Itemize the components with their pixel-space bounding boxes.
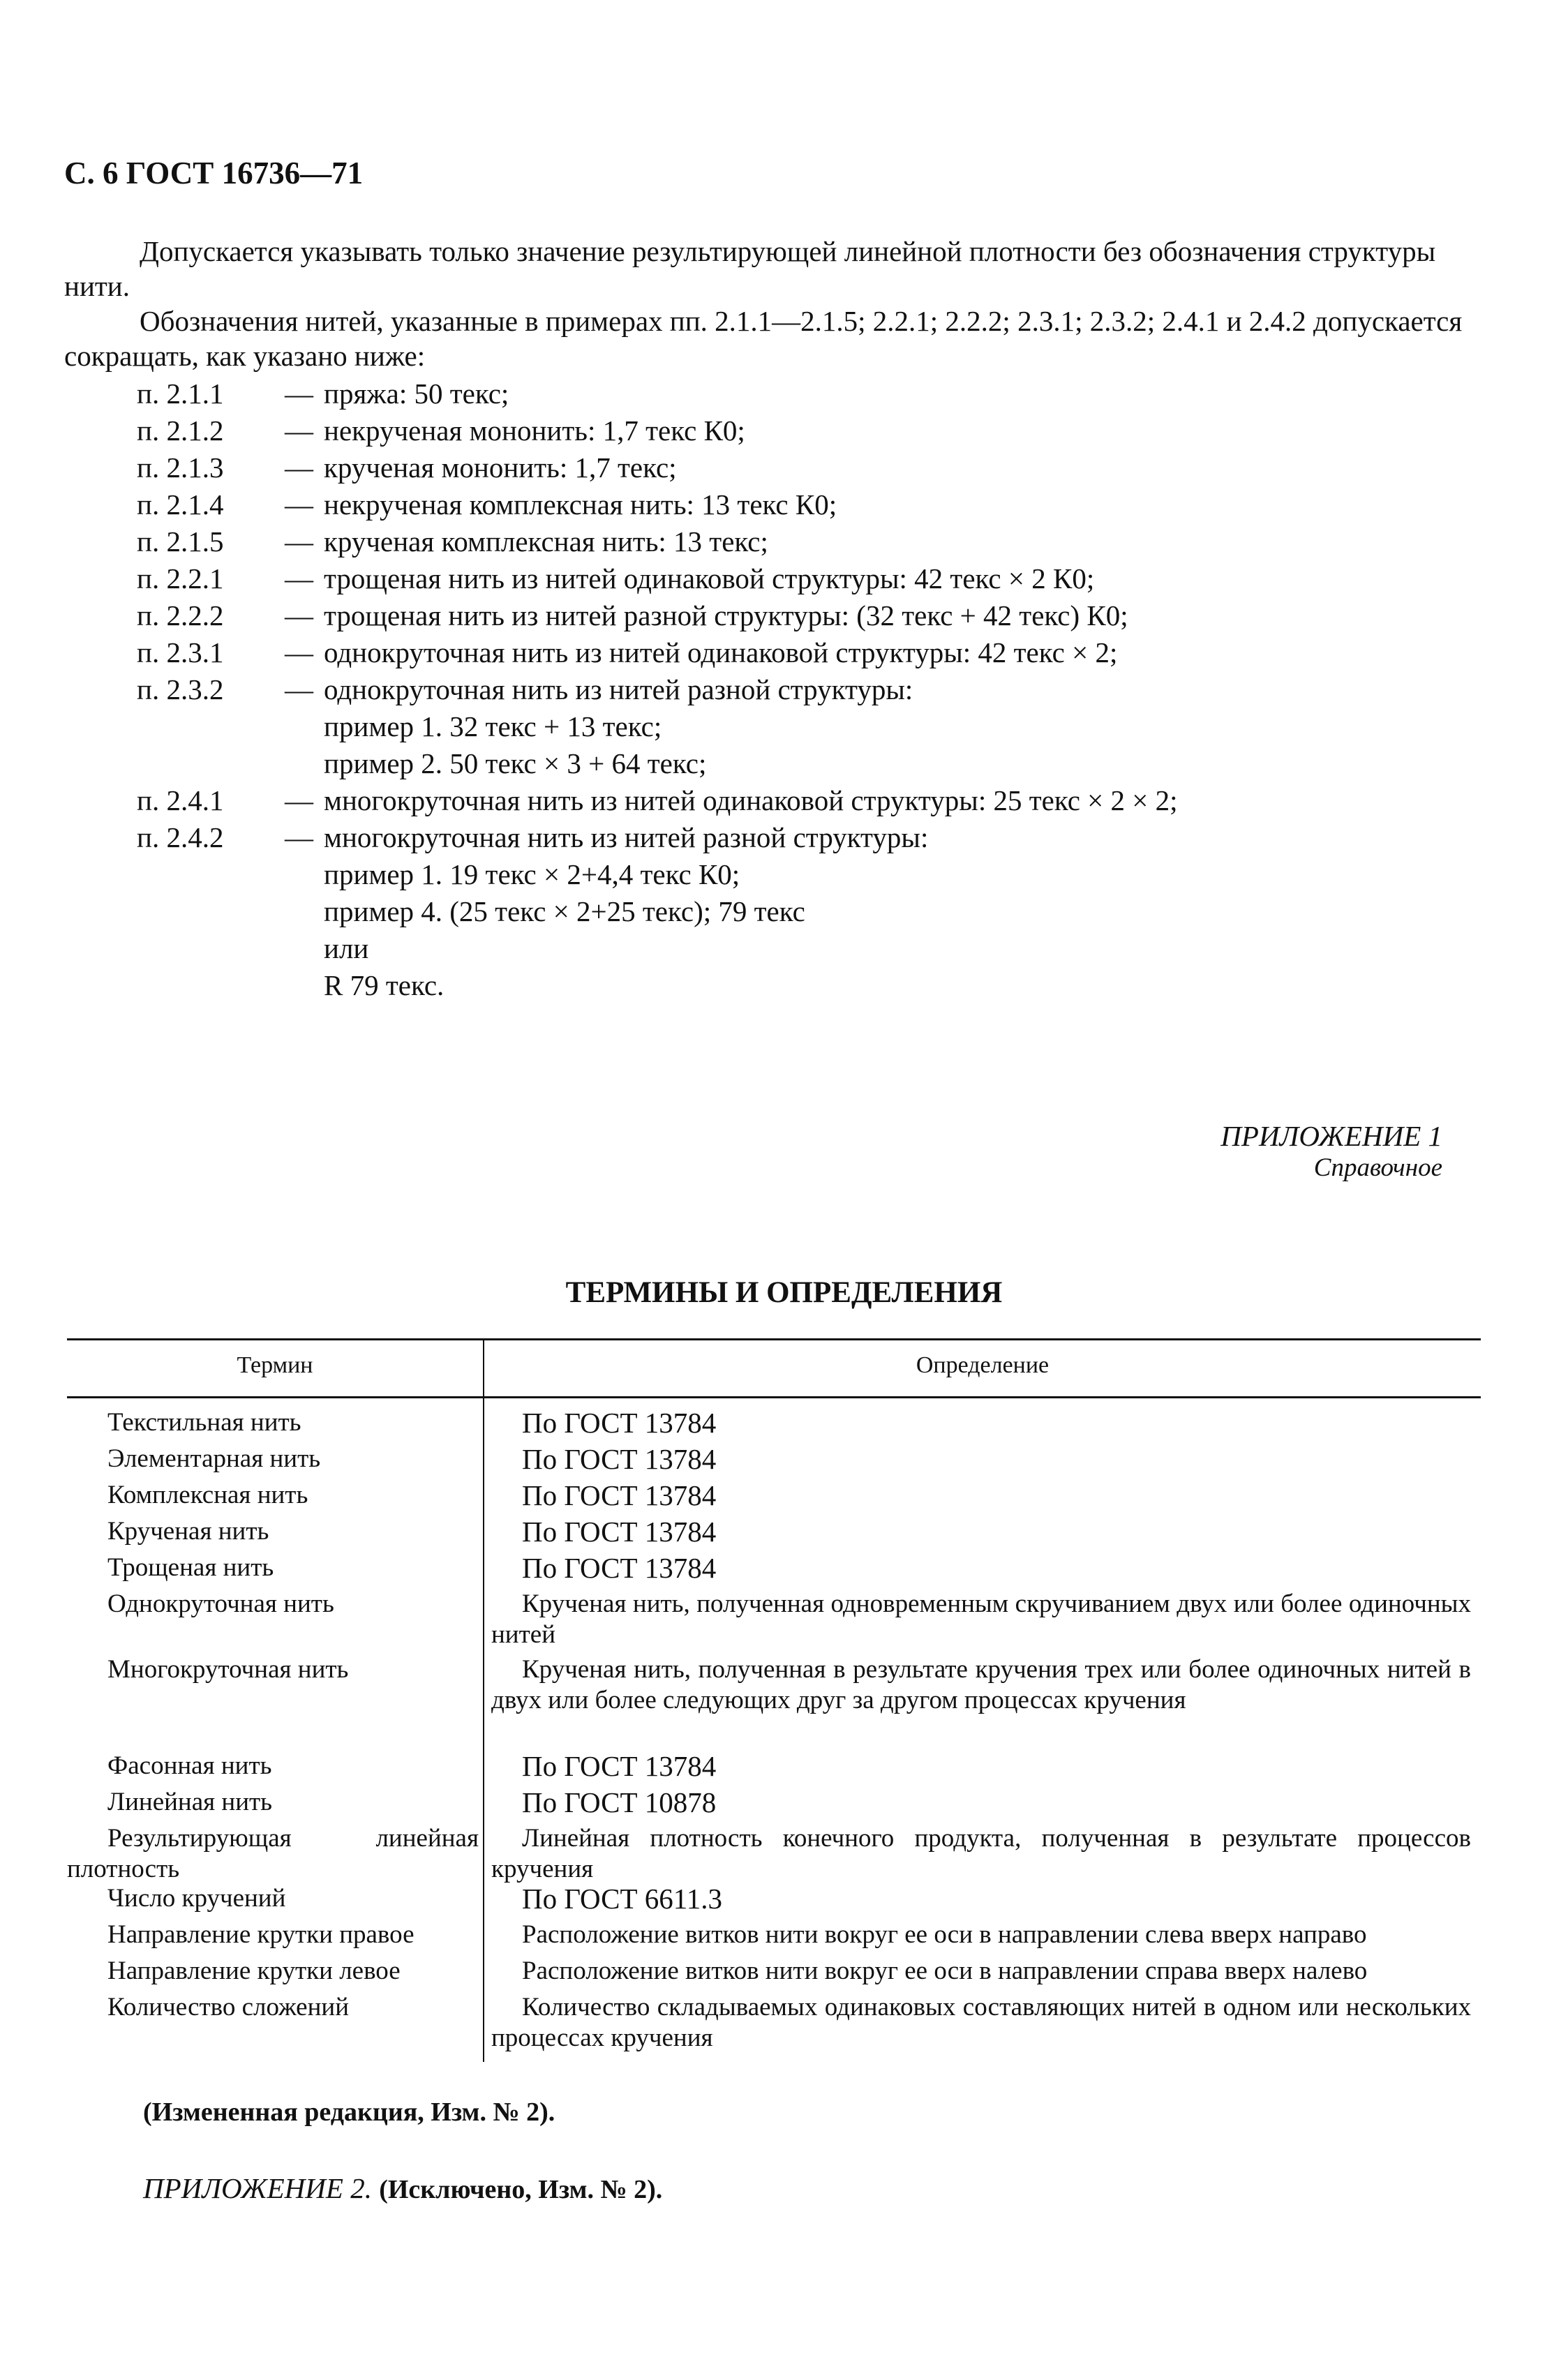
example-line: R 79 текс. — [324, 969, 445, 1001]
item-ref: п. 2.2.1 — [137, 562, 224, 594]
term-cell: Направление крутки правое — [107, 1920, 415, 1949]
appendix-1-label — [1220, 1120, 1442, 1184]
term-cell: Комплексная нить — [107, 1481, 308, 1509]
item-text: однокруточная нить из нитей одинаковой структуры: 42 текс × 2; — [324, 636, 1118, 668]
item-dash: — — [285, 784, 313, 816]
item-ref: п. 2.4.2 — [137, 821, 224, 853]
header-definition: Определение — [916, 1352, 1050, 1378]
item-ref: п. 2.1.3 — [137, 451, 224, 484]
table-header-rule — [67, 1396, 1481, 1398]
term-cell: Число кручений — [107, 1884, 286, 1913]
list-item — [137, 488, 1463, 525]
definition-cell: Крученая нить, полученная в результате кручения трех или более одиночных нитей в двух или более следующих друг за другом процессах кручения — [491, 1655, 1471, 1714]
list-item — [137, 451, 1463, 488]
item-ref: п. 2.1.1 — [137, 377, 224, 410]
item-text: многокруточная нить из нитей разной структуры: — [324, 821, 929, 853]
item-text: многокруточная нить из нитей одинаковой структуры: 25 текс × 2 × 2; — [324, 784, 1178, 816]
definition-cell: Крученая нить, полученная одновременным скручиванием двух или более одиночных нитей — [491, 1590, 1471, 1649]
item-text: крученая комплексная нить: 13 текс; — [324, 525, 768, 558]
definition-cell: По ГОСТ 13784 — [522, 1443, 717, 1475]
page-header: С. 6 ГОСТ 16736—71 — [64, 156, 364, 190]
item-text: некрученая комплексная нить: 13 текс К0; — [324, 488, 837, 521]
list-item — [137, 562, 1463, 599]
table-column-divider — [483, 1338, 484, 2062]
item-text: однокруточная нить из нитей разной структуры: — [324, 673, 913, 705]
term-cell: Трощеная нить — [107, 1553, 274, 1582]
item-dash: — — [285, 451, 313, 484]
item-ref: п. 2.3.2 — [137, 673, 224, 705]
item-dash: — — [285, 599, 313, 631]
term-cell: Крученая нить — [107, 1517, 269, 1546]
list-item — [137, 821, 1463, 858]
term-cell: Элементарная нить — [107, 1444, 321, 1473]
list-item — [137, 636, 1463, 673]
definition-cell: По ГОСТ 13784 — [522, 1552, 717, 1584]
item-ref: п. 2.3.1 — [137, 636, 224, 668]
list-item — [137, 525, 1463, 562]
term-cell: Результирующая линейная плотность — [67, 1824, 479, 1883]
list-item — [137, 673, 1463, 710]
appendix-2-status: (Исключено, Изм. № 2). — [379, 2175, 663, 2204]
term-cell: Количество сложений — [107, 1993, 349, 2021]
item-ref: п. 2.4.1 — [137, 784, 224, 816]
item-dash: — — [285, 821, 313, 853]
term-cell: Направление крутки левое — [107, 1957, 401, 1985]
item-ref: п. 2.1.4 — [137, 488, 224, 521]
example-line: или — [324, 932, 369, 964]
item-dash: — — [285, 488, 313, 521]
term-cell: Однокруточная нить — [107, 1590, 334, 1618]
term-cell: Линейная нить — [107, 1788, 273, 1816]
definition-cell: По ГОСТ 10878 — [522, 1786, 717, 1818]
term-cell: Фасонная нить — [107, 1751, 272, 1780]
definition-cell: Количество складываемых одинаковых составляющих нитей в одном или нескольких процессах кручения — [491, 1993, 1471, 2052]
item-dash: — — [285, 562, 313, 594]
definition-cell: По ГОСТ 13784 — [522, 1407, 717, 1439]
definition-cell: Линейная плотность конечного продукта, полученная в результате процессов кручения — [491, 1824, 1471, 1883]
appendix-1-subtitle: Справочное — [1313, 1153, 1442, 1182]
terms-table — [67, 1338, 1481, 2062]
example-line: пример 1. 32 текс + 13 текс; — [324, 710, 662, 742]
header-term: Термин — [237, 1352, 313, 1378]
example-line: пример 4. (25 текс × 2+25 текс); 79 текс — [324, 895, 805, 927]
item-ref: п. 2.2.2 — [137, 599, 224, 631]
table-title: ТЕРМИНЫ И ОПРЕДЕЛЕНИЯ — [565, 1276, 1003, 1309]
definition-cell: Расположение витков нити вокруг ее оси в направлении справа вверх налево — [522, 1957, 1368, 1985]
item-ref: п. 2.1.5 — [137, 525, 224, 558]
list-item — [137, 599, 1463, 636]
item-ref: п. 2.1.2 — [137, 414, 224, 447]
amendment-note: (Измененная редакция, Изм. № 2). — [143, 2097, 555, 2127]
definition-cell: По ГОСТ 13784 — [522, 1479, 717, 1511]
item-text: пряжа: 50 текс; — [324, 377, 509, 410]
item-dash: — — [285, 414, 313, 447]
example-line: пример 2. 50 текс × 3 + 64 текс; — [324, 747, 707, 779]
appendix-2-note — [143, 2171, 662, 2205]
item-text: трощеная нить из нитей одинаковой структуры: 42 текс × 2 К0; — [324, 562, 1095, 594]
definition-cell: Расположение витков нити вокруг ее оси в направлении слева вверх направо — [522, 1920, 1367, 1949]
intro-text — [64, 234, 1474, 373]
item-text: трощеная нить из нитей разной структуры: (32 текс + 42 текс) К0; — [324, 599, 1128, 631]
abbreviation-list — [137, 377, 1463, 1005]
definition-cell: По ГОСТ 13784 — [522, 1516, 717, 1548]
list-item — [137, 377, 1463, 414]
example-line: пример 1. 19 текс × 2+4,4 текс К0; — [324, 858, 740, 890]
definition-cell: По ГОСТ 6611.3 — [522, 1883, 723, 1915]
term-cell: Многокруточная нить — [107, 1655, 349, 1684]
item-dash: — — [285, 636, 313, 668]
appendix-2-label: ПРИЛОЖЕНИЕ 2. — [143, 2172, 372, 2204]
intro-paragraph-1: Допускается указывать только значение результирующей линейной плотности без обозначения структуры нити. — [64, 235, 1436, 302]
intro-paragraph-2: Обозначения нитей, указанные в примерах пп. 2.1.1—2.1.5; 2.2.1; 2.2.2; 2.3.1; 2.3.2; 2.4.1 и 2.4.2 допускается сокращать, как указано ниже: — [64, 305, 1463, 372]
list-item — [137, 784, 1463, 821]
item-dash: — — [285, 377, 313, 410]
item-dash: — — [285, 673, 313, 705]
term-cell: Текстильная нить — [107, 1408, 301, 1437]
item-text: некрученая мононить: 1,7 текс К0; — [324, 414, 745, 447]
table-top-rule — [67, 1338, 1481, 1340]
list-item — [137, 414, 1463, 451]
item-text: крученая мононить: 1,7 текс; — [324, 451, 677, 484]
definition-cell: По ГОСТ 13784 — [522, 1750, 717, 1782]
appendix-1-title: ПРИЛОЖЕНИЕ 1 — [1220, 1120, 1442, 1152]
item-dash: — — [285, 525, 313, 558]
